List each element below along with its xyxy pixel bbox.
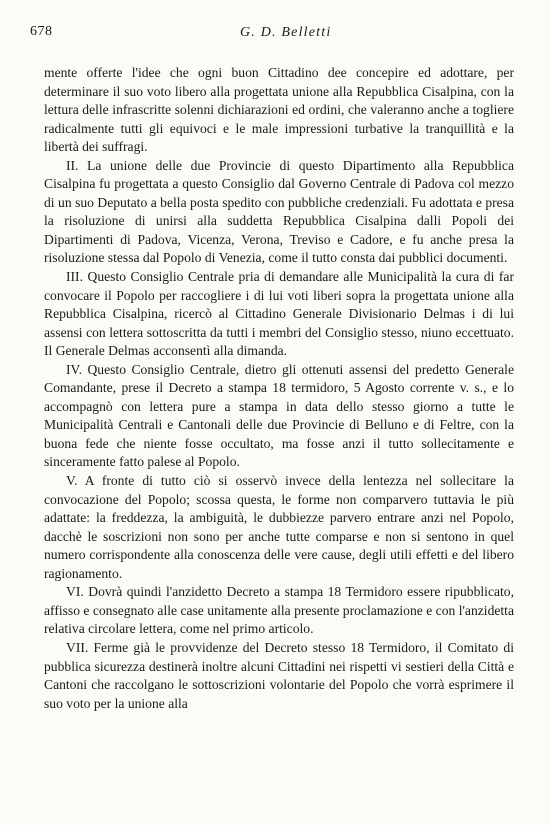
paragraph-article-vii: VII. Ferme già le provvidenze del Decreto stesso 18 Termidoro, il Comitato di pubblica sicurezza destinerà inoltre alcuni Cittadini nei rispetti vi sestieri della Città e Cantoni che raccolgano le sottoscrizioni volontarie del Popolo che vorrà esprimere il suo voto per la unione alla xyxy=(44,639,514,711)
paragraph-article-ii: II. La unione delle due Provincie di questo Dipartimento alla Repubblica Cisalpina fu progettata a questo Consiglio dal Governo Centrale di Padova col mezzo di un suo Deputato a bella posta spedito con pubbliche credenziali. Fu adottata e presa la risoluzione di unirsi alla suddetta Repubblica Cisalpina dalli Popoli dei Dipartimenti di Padova, Vicenza, Verona, Treviso e Cadore, e fu anche presa la risoluzione stessa dal Popolo di Venezia, come il tutto consta dai pubblici documenti. xyxy=(44,157,514,266)
paragraph-article-iv: IV. Questo Consiglio Centrale, dietro gli ottenuti assensi del predetto Generale Comandante, prese il Decreto a stampa 18 termidoro, 5 Agosto corrente v. s., e lo accompagnò con lettera pure a stampa in data dello stesso giorno a tutte le Municipalità Centrali e Cantonali delle due Provincie di Belluno e di Feltre, con la buona fede che niente fosse occultato, ma fosse anzi il tutto sollecitamente e sinceramente fatto palese al Popolo. xyxy=(44,361,514,470)
paragraph-article-v: V. A fronte di tutto ciò si osservò invece della lentezza nel sollecitare la convocazione del Popolo; scossa questa, le forme non comparvero tuttavia le più adattate: la freddezza, la ambiguità, le dubbiezze parvero entrare anzi nel Popolo, dacchè le soscrizioni non sono per anche tutte comparse e non si sentono in quel numero corrispondente alla conoscenza delle vere cause, degli utili effetti e del libero ragionamento. xyxy=(44,473,514,581)
paragraph-continuation: mente offerte l'idee che ogni buon Cittadino dee concepire ed adottare, per determinare il suo voto libero alla progettata unione alla Repubblica Cisalpina, con la lettura delle infrascritte solenni dichiarazioni ed ordini, che valeranno anche a togliere radicalmente tutti gli equivoci e le male impressioni turbative la tranquillità e la libertà dei suffragi. xyxy=(44,65,514,155)
body-text xyxy=(44,64,514,713)
running-head: G. D. Belletti xyxy=(240,25,332,40)
paragraph-article-iii: III. Questo Consiglio Centrale pria di demandare alle Municipalità la cura di far convocare il Popolo per raccogliere i di lui voti liberi sopra la progettata unione alla Repubblica Cisalpina, ricercò al Cittadino Generale Divisionario Delmas i di lui assensi con lettera sottoscritta da tutti i membri del Consiglio stesso, niuno eccettuato. Il Generale Delmas acconsentì alla dimanda. xyxy=(44,269,514,359)
page-number: 678 xyxy=(30,24,53,39)
page-header xyxy=(30,24,528,48)
paragraph-article-vi: VI. Dovrà quindi l'anzidetto Decreto a stampa 18 Termidoro essere ripubblicato, affisso e consegnato alle case unitamente alla presente proclamazione e con l'anzidetta relativa circolare lettera, come nel primo articolo. xyxy=(44,584,514,637)
